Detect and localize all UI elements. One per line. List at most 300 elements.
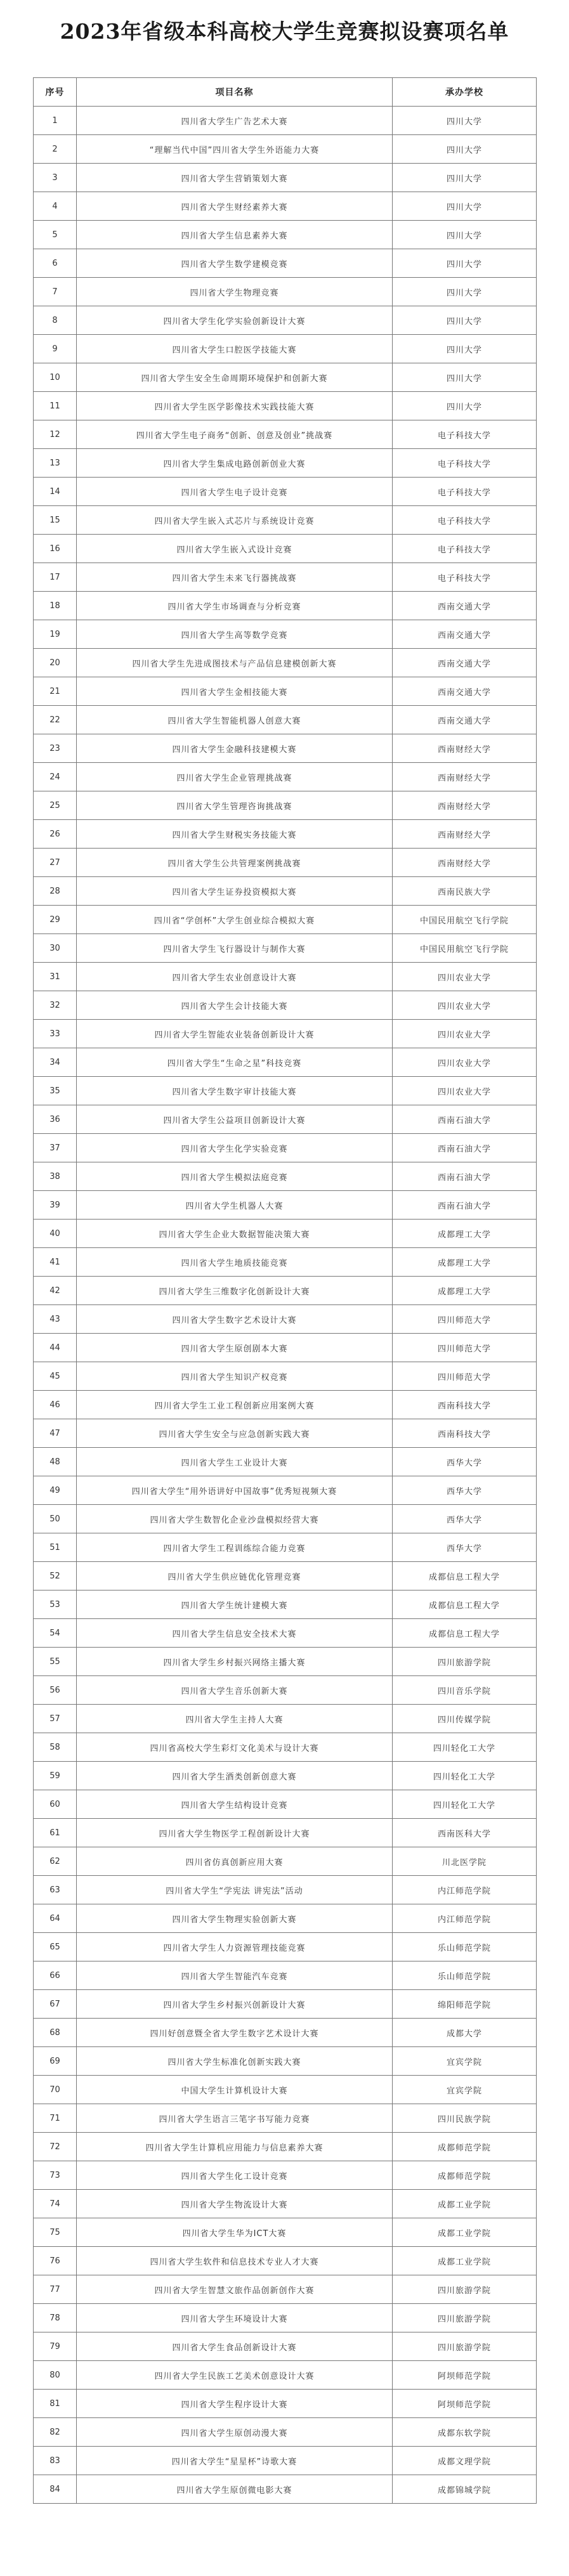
row-index-cell: 56 (34, 1676, 77, 1705)
table-row (34, 1733, 537, 1762)
row-school-cell: 四川大学 (393, 249, 537, 278)
row-name-cell: 四川省大学生证券投资模拟大赛 (77, 877, 393, 906)
table-row (34, 1590, 537, 1619)
row-name-cell: 四川省大学生语言三笔字书写能力竞赛 (77, 2104, 393, 2133)
row-index-cell: 81 (34, 2390, 77, 2418)
row-name-cell: 四川省大学生数字艺术设计大赛 (77, 1305, 393, 1334)
table-row (34, 1048, 537, 1077)
row-school-cell: 四川大学 (393, 392, 537, 420)
table-row (34, 2390, 537, 2418)
row-school-cell: 西华大学 (393, 1505, 537, 1533)
row-school-cell: 四川大学 (393, 221, 537, 249)
row-school-cell: 四川旅游学院 (393, 1648, 537, 1676)
row-school-cell: 成都理工大学 (393, 1220, 537, 1248)
row-index-cell: 5 (34, 221, 77, 249)
table-row (34, 1562, 537, 1590)
row-school-cell: 成都师范学院 (393, 2133, 537, 2161)
row-school-cell: 乐山师范学院 (393, 1961, 537, 1990)
table-row (34, 363, 537, 392)
table-row (34, 392, 537, 420)
row-school-cell: 成都师范学院 (393, 2161, 537, 2190)
row-index-cell: 38 (34, 1162, 77, 1191)
row-index-cell: 20 (34, 649, 77, 677)
row-school-cell: 西华大学 (393, 1533, 537, 1562)
table-row (34, 1961, 537, 1990)
table-row (34, 592, 537, 620)
row-name-cell: 四川好创意暨全省大学生数字艺术设计大赛 (77, 2019, 393, 2047)
table-row (34, 1105, 537, 1134)
row-index-cell: 8 (34, 306, 77, 335)
table-row (34, 2361, 537, 2390)
row-index-cell: 22 (34, 706, 77, 734)
table-row (34, 1334, 537, 1362)
row-school-cell: 西南交通大学 (393, 706, 537, 734)
row-index-cell: 78 (34, 2304, 77, 2332)
row-name-cell: 四川省大学生乡村振兴创新设计大赛 (77, 1990, 393, 2019)
row-school-cell: 电子科技大学 (393, 563, 537, 592)
row-index-cell: 84 (34, 2475, 77, 2504)
row-school-cell: 宜宾学院 (393, 2047, 537, 2076)
row-name-cell: 四川省大学生物理竞赛 (77, 278, 393, 306)
table-row (34, 1419, 537, 1448)
row-index-cell: 32 (34, 991, 77, 1020)
table-row (34, 1676, 537, 1705)
row-school-cell: 四川旅游学院 (393, 2275, 537, 2304)
row-school-cell: 成都信息工程大学 (393, 1562, 537, 1590)
row-school-cell: 四川农业大学 (393, 1048, 537, 1077)
table-row (34, 706, 537, 734)
row-index-cell: 70 (34, 2076, 77, 2104)
row-name-cell: 四川省大学生化学实验竞赛 (77, 1134, 393, 1162)
row-school-cell: 成都理工大学 (393, 1277, 537, 1305)
row-index-cell: 52 (34, 1562, 77, 1590)
table-row (34, 1391, 537, 1419)
row-index-cell: 4 (34, 192, 77, 221)
row-index-cell: 31 (34, 963, 77, 991)
row-name-cell: 四川省大学生知识产权竞赛 (77, 1362, 393, 1391)
row-school-cell: 电子科技大学 (393, 449, 537, 478)
row-school-cell: 西南石油大学 (393, 1105, 537, 1134)
row-name-cell: 四川省大学生音乐创新大赛 (77, 1676, 393, 1705)
table-row (34, 1819, 537, 1847)
table-row (34, 1876, 537, 1904)
row-name-cell: 四川省大学生智能汽车竞赛 (77, 1961, 393, 1990)
row-name-cell: 四川省大学生高等数学竞赛 (77, 620, 393, 649)
table-row (34, 1077, 537, 1105)
table-row (34, 1505, 537, 1533)
row-index-cell: 42 (34, 1277, 77, 1305)
row-index-cell: 51 (34, 1533, 77, 1562)
row-index-cell: 24 (34, 763, 77, 791)
row-name-cell: 四川省大学生医学影像技术实践技能大赛 (77, 392, 393, 420)
row-name-cell: 四川省大学生统计建模大赛 (77, 1590, 393, 1619)
row-index-cell: 77 (34, 2275, 77, 2304)
row-index-cell: 28 (34, 877, 77, 906)
row-school-cell: 西南交通大学 (393, 677, 537, 706)
row-name-cell: 四川省大学生智能机器人创意大赛 (77, 706, 393, 734)
competition-table (33, 77, 537, 2504)
row-index-cell: 1 (34, 107, 77, 135)
table-row (34, 249, 537, 278)
table-row (34, 763, 537, 791)
table-row (34, 1533, 537, 1562)
table-row (34, 1762, 537, 1790)
row-school-cell: 四川大学 (393, 278, 537, 306)
row-school-cell: 阿坝师范学院 (393, 2361, 537, 2390)
row-index-cell: 62 (34, 1847, 77, 1876)
row-name-cell: 四川省大学生物理实验创新大赛 (77, 1904, 393, 1933)
row-name-cell: 四川省大学生电子设计竞赛 (77, 478, 393, 506)
row-index-cell: 15 (34, 506, 77, 535)
table-row (34, 1933, 537, 1961)
table-row (34, 1847, 537, 1876)
table-row (34, 535, 537, 563)
row-school-cell: 西南石油大学 (393, 1134, 537, 1162)
row-index-cell: 17 (34, 563, 77, 592)
row-index-cell: 49 (34, 1476, 77, 1505)
table-row (34, 677, 537, 706)
row-school-cell: 宜宾学院 (393, 2076, 537, 2104)
row-index-cell: 26 (34, 820, 77, 849)
row-index-cell: 47 (34, 1419, 77, 1448)
row-school-cell: 四川农业大学 (393, 1077, 537, 1105)
row-index-cell: 36 (34, 1105, 77, 1134)
row-name-cell: 四川省大学生化工设计竞赛 (77, 2161, 393, 2190)
table-row (34, 478, 537, 506)
row-school-cell: 四川大学 (393, 335, 537, 363)
row-name-cell: 四川省大学生物流设计大赛 (77, 2190, 393, 2218)
table-row (34, 2247, 537, 2275)
row-index-cell: 67 (34, 1990, 77, 2019)
row-name-cell: 四川省大学生“学宪法 讲宪法”活动 (77, 1876, 393, 1904)
table-row (34, 107, 537, 135)
row-name-cell: 四川省大学生智能农业装备创新设计大赛 (77, 1020, 393, 1048)
row-name-cell: 四川省大学生智慧文旅作品创新创作大赛 (77, 2275, 393, 2304)
row-name-cell: 四川省大学生主持人大赛 (77, 1705, 393, 1733)
row-school-cell: 西南医科大学 (393, 1819, 537, 1847)
row-index-cell: 72 (34, 2133, 77, 2161)
row-index-cell: 11 (34, 392, 77, 420)
row-name-cell: 四川省大学生嵌入式芯片与系统设计竞赛 (77, 506, 393, 535)
table-row (34, 934, 537, 963)
row-school-cell: 电子科技大学 (393, 420, 537, 449)
row-name-cell: 四川省大学生飞行器设计与制作大赛 (77, 934, 393, 963)
row-name-cell: 四川省大学生食品创新设计大赛 (77, 2332, 393, 2361)
row-index-cell: 80 (34, 2361, 77, 2390)
row-name-cell: 四川省大学生三维数字化创新设计大赛 (77, 1277, 393, 1305)
row-index-cell: 40 (34, 1220, 77, 1248)
row-index-cell: 55 (34, 1648, 77, 1676)
row-index-cell: 58 (34, 1733, 77, 1762)
row-index-cell: 71 (34, 2104, 77, 2133)
row-name-cell: 四川省大学生先进成图技术与产品信息建模创新大赛 (77, 649, 393, 677)
table-row (34, 1476, 537, 1505)
row-index-cell: 35 (34, 1077, 77, 1105)
row-index-cell: 63 (34, 1876, 77, 1904)
table-row (34, 420, 537, 449)
row-name-cell: 四川省大学生人力资源管理技能竞赛 (77, 1933, 393, 1961)
row-index-cell: 79 (34, 2332, 77, 2361)
row-name-cell: 四川省大学生原创微电影大赛 (77, 2475, 393, 2504)
row-index-cell: 10 (34, 363, 77, 392)
table-row (34, 135, 537, 164)
row-school-cell: 西南石油大学 (393, 1162, 537, 1191)
row-school-cell: 四川音乐学院 (393, 1676, 537, 1705)
row-name-cell: 四川省“学创杯”大学生创业综合模拟大赛 (77, 906, 393, 934)
row-index-cell: 45 (34, 1362, 77, 1391)
row-index-cell: 16 (34, 535, 77, 563)
row-index-cell: 33 (34, 1020, 77, 1048)
row-index-cell: 19 (34, 620, 77, 649)
table-row (34, 2218, 537, 2247)
row-school-cell: 成都信息工程大学 (393, 1590, 537, 1619)
row-name-cell: 四川省大学生地质技能竞赛 (77, 1248, 393, 1277)
header-school: 承办学校 (393, 78, 537, 107)
row-index-cell: 23 (34, 734, 77, 763)
row-school-cell: 西南交通大学 (393, 592, 537, 620)
table-header-row (34, 78, 537, 107)
row-school-cell: 成都大学 (393, 2019, 537, 2047)
row-index-cell: 60 (34, 1790, 77, 1819)
row-name-cell: 四川省大学生计算机应用能力与信息素养大赛 (77, 2133, 393, 2161)
table-row (34, 906, 537, 934)
row-name-cell: 中国大学生计算机设计大赛 (77, 2076, 393, 2104)
row-school-cell: 西南财经大学 (393, 791, 537, 820)
row-index-cell: 29 (34, 906, 77, 934)
table-row (34, 1162, 537, 1191)
row-index-cell: 46 (34, 1391, 77, 1419)
row-name-cell: 四川省大学生供应链优化管理竞赛 (77, 1562, 393, 1590)
header-name: 项目名称 (77, 78, 393, 107)
row-index-cell: 59 (34, 1762, 77, 1790)
table-row (34, 506, 537, 535)
row-school-cell: 中国民用航空飞行学院 (393, 934, 537, 963)
row-school-cell: 阿坝师范学院 (393, 2390, 537, 2418)
row-name-cell: 四川省大学生华为ICT大赛 (77, 2218, 393, 2247)
row-school-cell: 四川轻化工大学 (393, 1733, 537, 1762)
table-row (34, 1362, 537, 1391)
row-school-cell: 绵阳师范学院 (393, 1990, 537, 2019)
row-name-cell: 四川省大学生结构设计竞赛 (77, 1790, 393, 1819)
page-title: 2023年省级本科高校大学生竞赛拟设赛项名单 (60, 19, 509, 44)
table-row (34, 1277, 537, 1305)
row-name-cell: 四川省大学生工业设计大赛 (77, 1448, 393, 1476)
row-school-cell: 西南财经大学 (393, 849, 537, 877)
table-row (34, 1790, 537, 1819)
row-name-cell: 四川省大学生数字审计技能大赛 (77, 1077, 393, 1105)
row-school-cell: 四川师范大学 (393, 1334, 537, 1362)
row-index-cell: 13 (34, 449, 77, 478)
row-school-cell: 西南财经大学 (393, 763, 537, 791)
row-index-cell: 64 (34, 1904, 77, 1933)
row-index-cell: 3 (34, 164, 77, 192)
row-name-cell: 四川省大学生信息素养大赛 (77, 221, 393, 249)
row-index-cell: 2 (34, 135, 77, 164)
table-row (34, 1134, 537, 1162)
row-school-cell: 电子科技大学 (393, 535, 537, 563)
table-row (34, 963, 537, 991)
row-school-cell: 西南交通大学 (393, 649, 537, 677)
row-name-cell: 四川省大学生市场调查与分析竞赛 (77, 592, 393, 620)
row-index-cell: 21 (34, 677, 77, 706)
table-row (34, 1648, 537, 1676)
row-school-cell: 四川轻化工大学 (393, 1790, 537, 1819)
row-name-cell: 四川省大学生化学实验创新设计大赛 (77, 306, 393, 335)
row-name-cell: 四川省大学生机器人大赛 (77, 1191, 393, 1220)
row-index-cell: 82 (34, 2418, 77, 2447)
row-name-cell: 四川省大学生电子商务“创新、创意及创业”挑战赛 (77, 420, 393, 449)
row-name-cell: 四川省大学生公共管理案例挑战赛 (77, 849, 393, 877)
table-row (34, 221, 537, 249)
row-index-cell: 48 (34, 1448, 77, 1476)
row-school-cell: 西南交通大学 (393, 620, 537, 649)
row-name-cell: 四川省大学生财经素养大赛 (77, 192, 393, 221)
row-name-cell: 四川省大学生数智化企业沙盘模拟经营大赛 (77, 1505, 393, 1533)
row-school-cell: 成都工业学院 (393, 2247, 537, 2275)
row-name-cell: 四川省大学生财税实务技能大赛 (77, 820, 393, 849)
table-row (34, 734, 537, 763)
row-school-cell: 电子科技大学 (393, 506, 537, 535)
row-name-cell: 四川省大学生口腔医学技能大赛 (77, 335, 393, 363)
row-index-cell: 65 (34, 1933, 77, 1961)
row-name-cell: 四川省大学生乡村振兴网络主播大赛 (77, 1648, 393, 1676)
row-name-cell: 四川省大学生软件和信息技术专业人才大赛 (77, 2247, 393, 2275)
table-row (34, 2161, 537, 2190)
table-row (34, 2418, 537, 2447)
table-row (34, 2019, 537, 2047)
row-index-cell: 66 (34, 1961, 77, 1990)
table-row (34, 2076, 537, 2104)
row-name-cell: 四川省大学生安全生命周期环境保护和创新大赛 (77, 363, 393, 392)
row-school-cell: 四川大学 (393, 306, 537, 335)
row-index-cell: 57 (34, 1705, 77, 1733)
table-row (34, 2275, 537, 2304)
row-index-cell: 44 (34, 1334, 77, 1362)
row-name-cell: 四川省大学生酒类创新创意大赛 (77, 1762, 393, 1790)
row-name-cell: 四川省大学生会计技能大赛 (77, 991, 393, 1020)
row-index-cell: 39 (34, 1191, 77, 1220)
row-school-cell: 四川旅游学院 (393, 2304, 537, 2332)
row-school-cell: 成都理工大学 (393, 1248, 537, 1277)
row-school-cell: 四川轻化工大学 (393, 1762, 537, 1790)
row-school-cell: 四川大学 (393, 363, 537, 392)
row-index-cell: 18 (34, 592, 77, 620)
row-index-cell: 34 (34, 1048, 77, 1077)
table-row (34, 563, 537, 592)
table-row (34, 335, 537, 363)
table-row (34, 791, 537, 820)
row-index-cell: 54 (34, 1619, 77, 1648)
row-school-cell: 西南财经大学 (393, 734, 537, 763)
row-index-cell: 25 (34, 791, 77, 820)
table-row (34, 1020, 537, 1048)
row-name-cell: 四川省大学生集成电路创新创业大赛 (77, 449, 393, 478)
header-index: 序号 (34, 78, 77, 107)
table-row (34, 449, 537, 478)
table-row (34, 991, 537, 1020)
row-name-cell: 四川省大学生“星星杯”诗歌大赛 (77, 2447, 393, 2475)
row-name-cell: 四川省大学生营销策划大赛 (77, 164, 393, 192)
table-row (34, 820, 537, 849)
row-index-cell: 75 (34, 2218, 77, 2247)
row-name-cell: 四川省大学生数学建模竞赛 (77, 249, 393, 278)
row-name-cell: 四川省高校大学生彩灯文化美术与设计大赛 (77, 1733, 393, 1762)
row-index-cell: 53 (34, 1590, 77, 1619)
row-school-cell: 成都文理学院 (393, 2447, 537, 2475)
table-row (34, 1619, 537, 1648)
row-name-cell: 四川省大学生工业工程创新应用案例大赛 (77, 1391, 393, 1419)
row-name-cell: 四川省大学生金相技能大赛 (77, 677, 393, 706)
row-school-cell: 成都锦城学院 (393, 2475, 537, 2504)
row-name-cell: 四川省仿真创新应用大赛 (77, 1847, 393, 1876)
row-school-cell: 西南石油大学 (393, 1191, 537, 1220)
row-name-cell: 四川省大学生农业创意设计大赛 (77, 963, 393, 991)
row-school-cell: 西南科技大学 (393, 1419, 537, 1448)
row-index-cell: 68 (34, 2019, 77, 2047)
row-index-cell: 76 (34, 2247, 77, 2275)
row-name-cell: 四川省大学生未来飞行器挑战赛 (77, 563, 393, 592)
row-school-cell: 四川旅游学院 (393, 2332, 537, 2361)
row-school-cell: 成都工业学院 (393, 2190, 537, 2218)
row-name-cell: 四川省大学生原创动漫大赛 (77, 2418, 393, 2447)
row-index-cell: 27 (34, 849, 77, 877)
row-index-cell: 9 (34, 335, 77, 363)
row-school-cell: 四川大学 (393, 192, 537, 221)
row-school-cell: 成都工业学院 (393, 2218, 537, 2247)
table-row (34, 278, 537, 306)
row-school-cell: 内江师范学院 (393, 1904, 537, 1933)
row-school-cell: 四川大学 (393, 164, 537, 192)
row-name-cell: 四川省大学生“生命之星”科技竞赛 (77, 1048, 393, 1077)
row-school-cell: 成都信息工程大学 (393, 1619, 537, 1648)
row-name-cell: 四川省大学生标准化创新实践大赛 (77, 2047, 393, 2076)
table-row (34, 2190, 537, 2218)
row-name-cell: 四川省大学生物医学工程创新设计大赛 (77, 1819, 393, 1847)
row-name-cell: 四川省大学生企业大数据智能决策大赛 (77, 1220, 393, 1248)
table-row (34, 2104, 537, 2133)
row-name-cell: 四川省大学生金融科技建模大赛 (77, 734, 393, 763)
row-school-cell: 四川师范大学 (393, 1362, 537, 1391)
row-name-cell: 四川省大学生公益项目创新设计大赛 (77, 1105, 393, 1134)
row-name-cell: 四川省大学生模拟法庭竞赛 (77, 1162, 393, 1191)
table-row (34, 1990, 537, 2019)
table-row (34, 1248, 537, 1277)
table-row (34, 2332, 537, 2361)
table-row (34, 192, 537, 221)
row-index-cell: 14 (34, 478, 77, 506)
row-name-cell: 四川省大学生企业管理挑战赛 (77, 763, 393, 791)
row-name-cell: 四川省大学生广告艺术大赛 (77, 107, 393, 135)
table-row (34, 2447, 537, 2475)
table-body (34, 107, 537, 2504)
table-row (34, 306, 537, 335)
row-name-cell: 四川省大学生“用外语讲好中国故事”优秀短视频大赛 (77, 1476, 393, 1505)
table-row (34, 849, 537, 877)
row-school-cell: 中国民用航空飞行学院 (393, 906, 537, 934)
row-index-cell: 69 (34, 2047, 77, 2076)
table-row (34, 1705, 537, 1733)
row-name-cell: 四川省大学生程序设计大赛 (77, 2390, 393, 2418)
row-name-cell: 四川省大学生嵌入式设计竞赛 (77, 535, 393, 563)
row-school-cell: 西华大学 (393, 1476, 537, 1505)
row-index-cell: 73 (34, 2161, 77, 2190)
row-name-cell: 四川省大学生原创剧本大赛 (77, 1334, 393, 1362)
row-school-cell: 成都东软学院 (393, 2418, 537, 2447)
row-school-cell: 电子科技大学 (393, 478, 537, 506)
row-index-cell: 41 (34, 1248, 77, 1277)
table-row (34, 2133, 537, 2161)
table-row (34, 2047, 537, 2076)
